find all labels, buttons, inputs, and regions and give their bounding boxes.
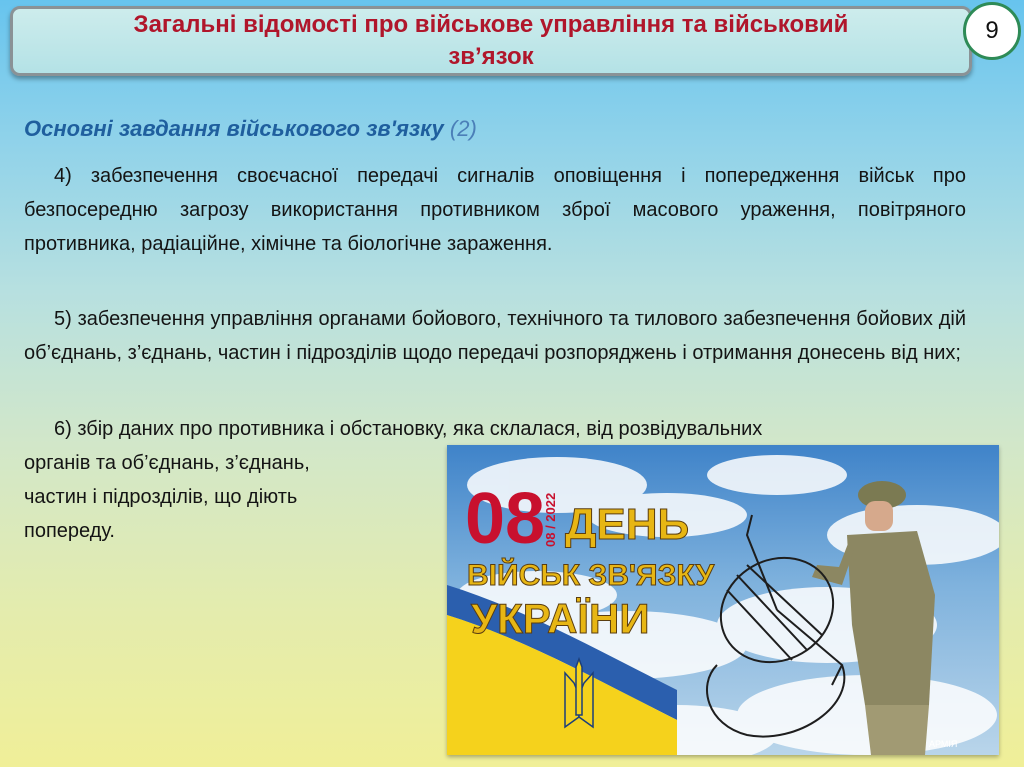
poster-line2: ВІЙСЬК ЗВ'ЯЗКУ [467,559,715,592]
poster-day-word: ДЕНЬ [565,500,690,549]
poster-watermark: АРМІЯ [929,739,958,749]
slide-title-bar [10,6,972,76]
paragraph-5: 5) забезпечення управління органами бойового, технічного та тилового забезпечення бойових дій об’єднань, з’єднань, частин і підрозділів щодо передачі розпоряджень і отримання донесень від них; [24,308,966,364]
paragraph-4: 4) забезпечення своєчасної передачі сигналів оповіщення і попередження військ про безпосередню загрозу використання противником зброї масового ураження, повітряного противника, радіаційне, хімічне та біологічне зараження. [24,165,966,255]
section-heading-note: (2) [449,116,477,141]
section-heading-text: Основні завдання військового зв'язку [24,116,444,141]
paragraph-6-line: попереду. [24,520,115,542]
page-number-badge: 9 [963,2,1021,60]
paragraph-6-first-line: 6) збір даних про противника і обстановку, яка склалася, від розвідувальних [54,418,763,440]
paragraph-6-continuation [24,446,424,548]
poster-date-rotated: 08 / 2022 [543,492,558,547]
slide-title-line2: зв’язок [448,43,534,70]
slide-title [134,9,849,73]
paragraph-6-line: частин і підрозділів, що діють [24,486,298,508]
poster-date-number: 08 [465,479,546,559]
paragraph-6-line: органів та об’єднань, з’єднань, [24,452,310,474]
slide-title-line1: Загальні відомості про військове управління та військовий [133,11,849,38]
poster-image [447,445,999,755]
poster-line3: УКРАЇНИ [471,595,650,642]
section-heading [24,116,477,142]
signal-troops-day-poster [447,445,999,755]
